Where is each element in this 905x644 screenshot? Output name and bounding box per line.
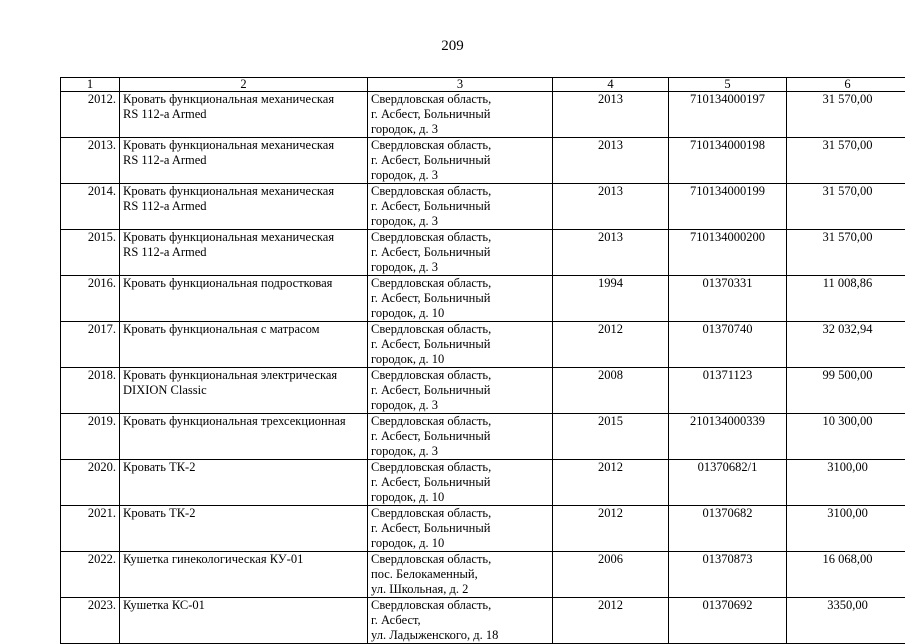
- item-name-cell: [120, 460, 368, 506]
- cell-line: Свердловская область,: [371, 322, 549, 337]
- item-year-cell: [553, 276, 669, 322]
- cell-text: 2008: [598, 368, 623, 382]
- cell-text: 01370692: [703, 598, 753, 612]
- item-number-cell: [61, 322, 120, 368]
- cell-line: Свердловская область,: [371, 276, 549, 291]
- item-address-cell: [368, 414, 553, 460]
- item-inventory-number-cell: [669, 552, 787, 598]
- item-number-cell: [61, 184, 120, 230]
- cell-line: г. Асбест, Больничный: [371, 245, 549, 260]
- item-inventory-number-cell: [669, 184, 787, 230]
- cell-text: 2013: [598, 184, 623, 198]
- cell-line: пос. Белокаменный,: [371, 567, 549, 582]
- cell-text: 99 500,00: [823, 368, 873, 382]
- cell-text: 31 570,00: [823, 92, 873, 106]
- cell-text: 2012: [598, 598, 623, 612]
- cell-text: 2006: [598, 552, 623, 566]
- item-year-cell: [553, 460, 669, 506]
- cell-text: 11 008,86: [823, 276, 873, 290]
- cell-line: г. Асбест, Больничный: [371, 291, 549, 306]
- cell-text: 01370740: [703, 322, 753, 336]
- item-inventory-number-cell: [669, 598, 787, 644]
- column-header: 3: [368, 78, 553, 92]
- cell-text: 01371123: [703, 368, 753, 382]
- cell-text: 2016.: [88, 276, 116, 290]
- table-row: [61, 184, 905, 230]
- cell-text: 3100,00: [827, 506, 868, 520]
- cell-line: Свердловская область,: [371, 230, 549, 245]
- table-row: [61, 506, 905, 552]
- item-cost-cell: [787, 322, 905, 368]
- column-header: 6: [787, 78, 905, 92]
- cell-line: городок, д. 3: [371, 214, 549, 229]
- item-number-cell: [61, 460, 120, 506]
- cell-line: г. Асбест, Больничный: [371, 475, 549, 490]
- column-header: 2: [120, 78, 368, 92]
- item-cost-cell: [787, 184, 905, 230]
- cell-line: Кровать функциональная механическая: [123, 230, 364, 245]
- cell-text: 10 300,00: [823, 414, 873, 428]
- cell-text: 2021.: [88, 506, 116, 520]
- item-year-cell: [553, 92, 669, 138]
- item-inventory-number-cell: [669, 368, 787, 414]
- item-address-cell: [368, 552, 553, 598]
- cell-line: Кровать функциональная подростковая: [123, 276, 364, 291]
- cell-text: 2020.: [88, 460, 116, 474]
- item-inventory-number-cell: [669, 460, 787, 506]
- item-name-cell: [120, 138, 368, 184]
- cell-line: Кровать ТК-2: [123, 506, 364, 521]
- cell-line: г. Асбест,: [371, 613, 549, 628]
- cell-text: 31 570,00: [823, 184, 873, 198]
- cell-line: Кушетка гинекологическая КУ-01: [123, 552, 364, 567]
- cell-line: DIXION Classic: [123, 383, 364, 398]
- item-number-cell: [61, 92, 120, 138]
- item-name-cell: [120, 414, 368, 460]
- item-address-cell: [368, 460, 553, 506]
- item-year-cell: [553, 414, 669, 460]
- cell-text: 710134000197: [690, 92, 765, 106]
- cell-text: 2012: [598, 506, 623, 520]
- item-cost-cell: [787, 230, 905, 276]
- item-address-cell: [368, 230, 553, 276]
- cell-text: 2014.: [88, 184, 116, 198]
- item-inventory-number-cell: [669, 230, 787, 276]
- item-inventory-number-cell: [669, 92, 787, 138]
- item-cost-cell: [787, 138, 905, 184]
- item-number-cell: [61, 368, 120, 414]
- table-row: [61, 368, 905, 414]
- item-year-cell: [553, 138, 669, 184]
- table-body: [61, 92, 905, 644]
- item-address-cell: [368, 322, 553, 368]
- item-inventory-number-cell: [669, 506, 787, 552]
- item-number-cell: [61, 552, 120, 598]
- cell-line: Свердловская область,: [371, 414, 549, 429]
- table-row: [61, 92, 905, 138]
- item-number-cell: [61, 138, 120, 184]
- cell-line: Кровать функциональная механическая: [123, 92, 364, 107]
- cell-line: г. Асбест, Больничный: [371, 521, 549, 536]
- cell-line: г. Асбест, Больничный: [371, 199, 549, 214]
- item-year-cell: [553, 598, 669, 644]
- cell-text: 2013: [598, 230, 623, 244]
- column-header: 5: [669, 78, 787, 92]
- item-name-cell: [120, 368, 368, 414]
- cell-text: 710134000198: [690, 138, 765, 152]
- cell-text: 710134000199: [690, 184, 765, 198]
- property-registry-table: [60, 77, 905, 644]
- item-year-cell: [553, 230, 669, 276]
- item-address-cell: [368, 92, 553, 138]
- table-row: [61, 598, 905, 644]
- cell-line: Свердловская область,: [371, 184, 549, 199]
- cell-text: 3100,00: [827, 460, 868, 474]
- cell-text: 2012: [598, 322, 623, 336]
- cell-line: городок, д. 3: [371, 444, 549, 459]
- cell-line: Кровать функциональная трехсекционная: [123, 414, 364, 429]
- item-year-cell: [553, 322, 669, 368]
- column-header-row: [61, 78, 905, 92]
- cell-line: Свердловская область,: [371, 460, 549, 475]
- item-number-cell: [61, 414, 120, 460]
- table-row: [61, 230, 905, 276]
- item-address-cell: [368, 184, 553, 230]
- cell-text: 2022.: [88, 552, 116, 566]
- item-year-cell: [553, 368, 669, 414]
- item-address-cell: [368, 368, 553, 414]
- cell-line: городок, д. 10: [371, 536, 549, 551]
- item-inventory-number-cell: [669, 138, 787, 184]
- cell-line: городок, д. 3: [371, 168, 549, 183]
- page-number: 209: [0, 37, 905, 55]
- cell-line: Кровать функциональная электрическая: [123, 368, 364, 383]
- item-address-cell: [368, 506, 553, 552]
- item-name-cell: [120, 92, 368, 138]
- item-name-cell: [120, 506, 368, 552]
- cell-text: 2015.: [88, 230, 116, 244]
- column-header: 4: [553, 78, 669, 92]
- cell-line: ул. Ладыженского, д. 18: [371, 628, 549, 643]
- cell-line: Кровать функциональная с матрасом: [123, 322, 364, 337]
- cell-text: 2023.: [88, 598, 116, 612]
- cell-text: 01370873: [703, 552, 753, 566]
- item-name-cell: [120, 230, 368, 276]
- table-row: [61, 138, 905, 184]
- cell-line: Кровать ТК-2: [123, 460, 364, 475]
- item-address-cell: [368, 138, 553, 184]
- table-row: [61, 552, 905, 598]
- cell-line: г. Асбест, Больничный: [371, 337, 549, 352]
- item-name-cell: [120, 184, 368, 230]
- item-name-cell: [120, 552, 368, 598]
- table-row: [61, 460, 905, 506]
- item-number-cell: [61, 506, 120, 552]
- cell-text: 2012.: [88, 92, 116, 106]
- item-inventory-number-cell: [669, 276, 787, 322]
- cell-line: Кровать функциональная механическая: [123, 184, 364, 199]
- column-header: 1: [61, 78, 120, 92]
- cell-line: RS 112-a Armed: [123, 153, 364, 168]
- cell-line: Свердловская область,: [371, 92, 549, 107]
- item-number-cell: [61, 598, 120, 644]
- cell-text: 32 032,94: [823, 322, 873, 336]
- cell-text: 2018.: [88, 368, 116, 382]
- item-number-cell: [61, 276, 120, 322]
- item-cost-cell: [787, 92, 905, 138]
- cell-text: 710134000200: [690, 230, 765, 244]
- item-cost-cell: [787, 552, 905, 598]
- cell-line: Кушетка КС-01: [123, 598, 364, 613]
- cell-line: Кровать функциональная механическая: [123, 138, 364, 153]
- cell-text: 16 068,00: [823, 552, 873, 566]
- cell-line: г. Асбест, Больничный: [371, 153, 549, 168]
- cell-text: 1994: [598, 276, 623, 290]
- cell-line: городок, д. 10: [371, 306, 549, 321]
- cell-line: Свердловская область,: [371, 138, 549, 153]
- cell-text: 2013: [598, 138, 623, 152]
- cell-line: г. Асбест, Больничный: [371, 429, 549, 444]
- cell-line: RS 112-a Armed: [123, 199, 364, 214]
- cell-text: 2019.: [88, 414, 116, 428]
- item-cost-cell: [787, 368, 905, 414]
- item-inventory-number-cell: [669, 322, 787, 368]
- item-cost-cell: [787, 276, 905, 322]
- cell-line: ул. Школьная, д. 2: [371, 582, 549, 597]
- item-inventory-number-cell: [669, 414, 787, 460]
- cell-text: 2017.: [88, 322, 116, 336]
- cell-line: Свердловская область,: [371, 598, 549, 613]
- cell-text: 01370331: [703, 276, 753, 290]
- cell-line: RS 112-a Armed: [123, 107, 364, 122]
- cell-text: 2012: [598, 460, 623, 474]
- item-year-cell: [553, 184, 669, 230]
- item-cost-cell: [787, 460, 905, 506]
- cell-text: 01370682: [703, 506, 753, 520]
- cell-line: городок, д. 10: [371, 352, 549, 367]
- cell-line: городок, д. 3: [371, 122, 549, 137]
- item-cost-cell: [787, 414, 905, 460]
- cell-line: г. Асбест, Больничный: [371, 107, 549, 122]
- cell-text: 2015: [598, 414, 623, 428]
- cell-text: 210134000339: [690, 414, 765, 428]
- cell-line: RS 112-a Armed: [123, 245, 364, 260]
- table-row: [61, 322, 905, 368]
- cell-line: городок, д. 3: [371, 398, 549, 413]
- cell-text: 31 570,00: [823, 138, 873, 152]
- cell-text: 2013: [598, 92, 623, 106]
- cell-text: 31 570,00: [823, 230, 873, 244]
- cell-line: Свердловская область,: [371, 552, 549, 567]
- item-name-cell: [120, 276, 368, 322]
- item-name-cell: [120, 322, 368, 368]
- item-cost-cell: [787, 506, 905, 552]
- cell-line: Свердловская область,: [371, 368, 549, 383]
- item-number-cell: [61, 230, 120, 276]
- cell-line: городок, д. 10: [371, 490, 549, 505]
- item-year-cell: [553, 552, 669, 598]
- cell-line: Свердловская область,: [371, 506, 549, 521]
- table-row: [61, 276, 905, 322]
- cell-text: 2013.: [88, 138, 116, 152]
- item-year-cell: [553, 506, 669, 552]
- cell-text: 3350,00: [827, 598, 868, 612]
- cell-line: г. Асбест, Больничный: [371, 383, 549, 398]
- item-address-cell: [368, 276, 553, 322]
- table-row: [61, 414, 905, 460]
- item-address-cell: [368, 598, 553, 644]
- item-name-cell: [120, 598, 368, 644]
- cell-text: 01370682/1: [698, 460, 758, 474]
- item-cost-cell: [787, 598, 905, 644]
- cell-line: городок, д. 3: [371, 260, 549, 275]
